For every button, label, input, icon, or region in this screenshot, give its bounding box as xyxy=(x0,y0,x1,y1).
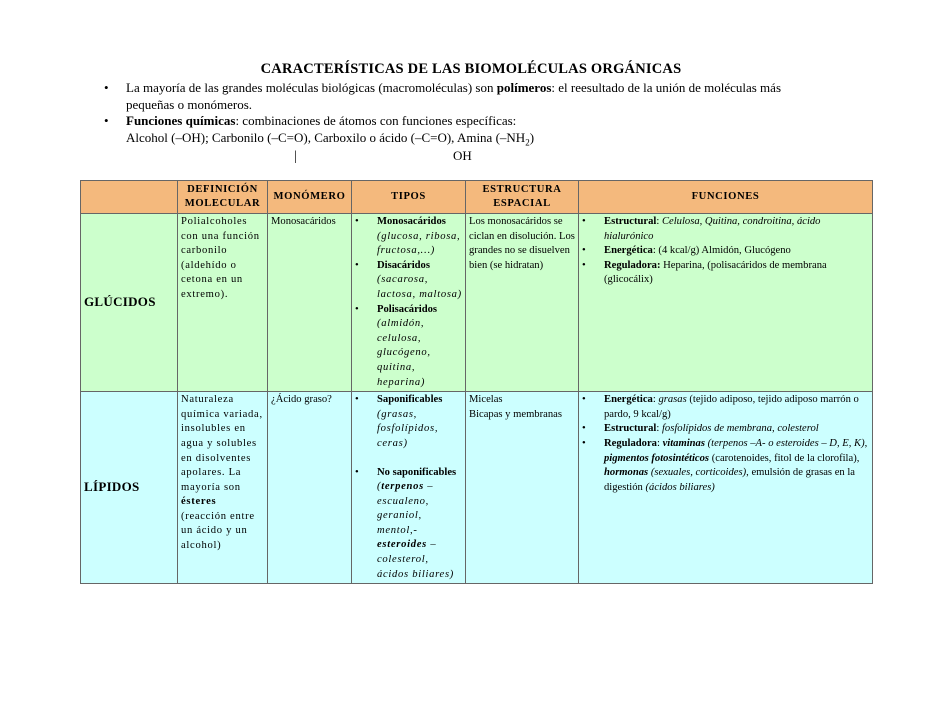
intro-bullet-functions xyxy=(104,113,864,151)
examples-text: – escualeno, geraniol, mentol,- xyxy=(377,481,434,536)
list-item xyxy=(355,393,462,451)
function-text: (ácidos biliares) xyxy=(645,481,715,493)
cell-estructura: Los monosacáridos se ciclan en disolución. Los grandes no se disuelven bien (se hidratan) xyxy=(466,214,579,392)
function-label: Energética xyxy=(604,394,653,406)
bullet-icon: • xyxy=(104,113,109,128)
function-text: (sexuales, corticoides) xyxy=(648,467,747,479)
examples-term: esteroides xyxy=(377,539,427,551)
bullet-icon: • xyxy=(582,423,586,435)
function-label: Reguladora xyxy=(604,437,657,449)
bullet-icon: • xyxy=(582,245,586,257)
cell-estructura xyxy=(466,392,579,584)
header-estructura: ESTRUCTURA ESPACIAL xyxy=(466,181,579,214)
header-definicion: DEFINICIÓN MOLECULAR xyxy=(178,181,268,214)
intro-subscript: 2 xyxy=(525,137,530,148)
table-row-glucidos xyxy=(81,214,873,392)
structure-text: Micelas xyxy=(469,394,503,406)
structure-text: Bicapas y membranas xyxy=(469,408,562,420)
header-corner xyxy=(81,181,178,214)
cell-monomero: ¿Ácido graso? xyxy=(268,392,352,584)
function-text: : xyxy=(652,394,659,406)
bullet-icon: • xyxy=(582,216,586,227)
list-item xyxy=(582,393,869,422)
header-tipos: TIPOS xyxy=(352,181,466,214)
cell-definicion: Polialcoholes con una función carbonilo (aldehído o cetona en un extremo). xyxy=(178,214,268,392)
intro-text: La mayoría de las grandes moléculas biológicas (macromoléculas) son xyxy=(126,80,497,95)
intro-bullet-polymers xyxy=(104,80,864,113)
function-text: Celulosa, Quitina, condroitina, ácido hialurónico xyxy=(604,216,821,242)
function-term: hormonas xyxy=(604,467,649,479)
function-text: (tejido adiposo, tejido adiposo marrón o pardo, 9 kcal/g) xyxy=(604,394,859,420)
function-label: Reguladora: xyxy=(604,259,661,271)
type-examples xyxy=(377,481,454,580)
function-text: Heparina, (polisacáridos de membrana (glicocálix) xyxy=(604,259,827,286)
type-examples: (sacarosa, lactosa, maltosa) xyxy=(377,274,462,300)
definition-term: ésteres xyxy=(181,496,217,508)
cell-monomero: Monosacáridos xyxy=(268,214,352,392)
examples-term: terpenos xyxy=(381,481,424,493)
formula-bond-mark: | xyxy=(294,148,297,164)
intro-term: polímeros xyxy=(496,80,552,95)
bullet-icon: • xyxy=(355,394,359,406)
type-name: Polisacáridos xyxy=(377,303,438,315)
list-item xyxy=(582,244,869,259)
row-label-lipidos: LÍPIDOS xyxy=(81,392,178,584)
cell-tipos xyxy=(352,214,466,392)
intro-text: : el reesultado de la unión de moléculas más xyxy=(551,80,782,95)
function-text: (terpenos –A- o esteroides – D, E, K) xyxy=(704,437,865,449)
header-monomero: MONÓMERO xyxy=(268,181,352,214)
bullet-icon: • xyxy=(582,437,586,449)
function-term: grasas xyxy=(658,394,687,406)
formula-oh-mark: OH xyxy=(453,147,472,163)
function-label: Estructural xyxy=(604,423,657,435)
biomolecules-table xyxy=(80,180,873,584)
examples-text: ( xyxy=(377,481,382,493)
cell-tipos xyxy=(352,392,466,584)
list-item xyxy=(355,215,462,259)
intro-term: Funciones químicas xyxy=(126,113,236,128)
type-name: No saponificables xyxy=(377,466,457,478)
intro-section xyxy=(104,80,864,167)
function-text: , emulsión de grasas en la digestión xyxy=(604,467,855,493)
type-examples: (almidón, celulosa, glucógeno, quitina, heparina) xyxy=(377,318,431,388)
cell-funciones xyxy=(579,214,873,392)
cell-definicion xyxy=(178,392,268,584)
function-text: fosfolípidos de membrana, colesterol xyxy=(661,423,819,435)
type-name: Disacáridos xyxy=(377,259,430,271)
type-examples: (glucosa, ribosa, fructosa,…) xyxy=(377,230,461,257)
type-name: Saponificables xyxy=(377,394,443,406)
function-text: : xyxy=(656,437,663,449)
bullet-icon: • xyxy=(355,303,359,315)
intro-text: ) xyxy=(529,129,535,145)
function-term: vitaminas xyxy=(662,437,705,449)
intro-text: : combinaciones de átomos con funciones específicas: xyxy=(235,113,517,128)
definition-text: Naturaleza química variada, insolubles en agua y solubles en disolventes apolares. La mayoría son xyxy=(181,394,263,493)
page-title: CARACTERÍSTICAS DE LAS BIOMOLÉCULAS ORGÁNICAS xyxy=(260,61,682,77)
table-row-lipidos xyxy=(81,392,873,584)
bullet-icon: • xyxy=(582,259,586,271)
intro-text: pequeñas o monómeros. xyxy=(126,96,253,112)
list-item xyxy=(582,437,869,495)
formula-annotations xyxy=(104,147,864,167)
list-item xyxy=(355,466,462,583)
intro-text: Alcohol (–OH); Carbonilo (–C=O), Carboxilo o ácido (–C=O), Amina (–NH xyxy=(126,129,526,145)
function-text: (carotenoides, fitol de la clorofila), xyxy=(709,452,860,464)
row-label-glucidos: GLÚCIDOS xyxy=(81,214,178,392)
header-funciones: FUNCIONES xyxy=(579,181,873,214)
function-term: pigmentos fotosintéticos xyxy=(604,452,710,464)
definition-text: (reacción entre un ácido y un alcohol) xyxy=(181,510,255,552)
list-item xyxy=(582,259,869,288)
list-item: • Estructural: Celulosa, Quitina, condroitina, ácido hialurónico xyxy=(582,216,821,242)
type-examples: (grasas, fosfolípidos, ceras) xyxy=(377,408,439,449)
bullet-icon: • xyxy=(355,259,359,271)
list-item: • Estructural: fosfolípidos de membrana, colesterol xyxy=(582,422,869,437)
bullet-icon: • xyxy=(582,394,586,406)
examples-text: – colesterol, ácidos biliares) xyxy=(377,539,455,580)
function-label: Estructural xyxy=(604,216,657,227)
function-text: , xyxy=(864,437,868,449)
function-label: Energética xyxy=(604,245,653,257)
cell-funciones xyxy=(579,392,873,584)
type-name: Monosacáridos xyxy=(377,216,446,227)
list-item xyxy=(355,259,462,303)
bullet-icon: • xyxy=(355,466,359,478)
bullet-icon: • xyxy=(355,216,359,227)
function-text: : (4 kcal/g) Almidón, Glucógeno xyxy=(652,245,791,257)
table-header-row xyxy=(81,181,873,214)
bullet-icon: • xyxy=(104,80,109,95)
list-item xyxy=(355,303,462,391)
